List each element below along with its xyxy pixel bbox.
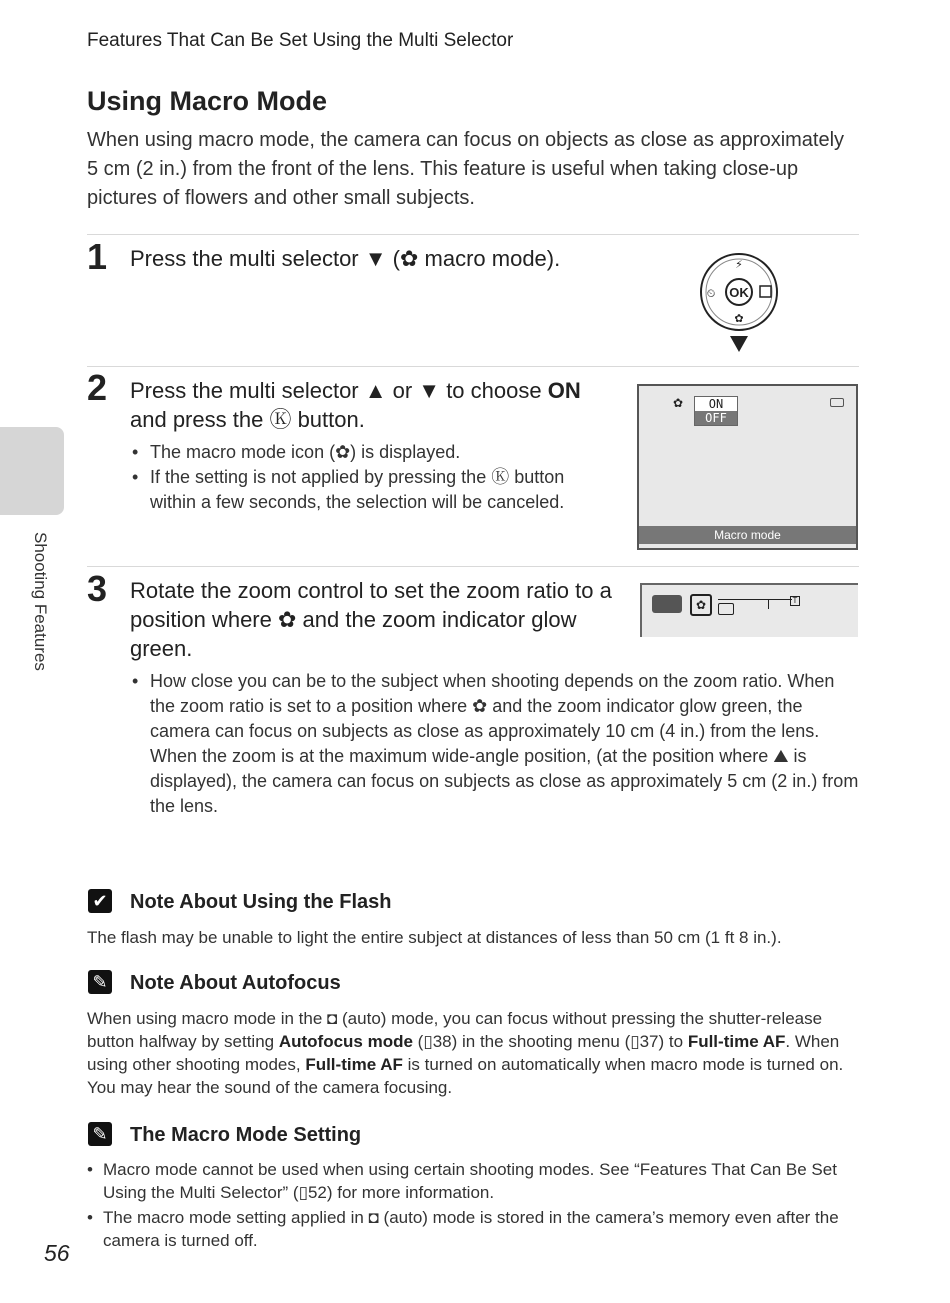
step-1-text: Press the multi selector ▼ (✿ macro mode). bbox=[130, 246, 561, 271]
multi-selector-diagram bbox=[696, 252, 782, 356]
book-icon: ▯ bbox=[423, 1032, 433, 1051]
flash-icon: ⚡ bbox=[735, 258, 743, 271]
ok-button-icon: Ⓚ bbox=[491, 467, 510, 487]
section-label: Shooting Features bbox=[31, 532, 50, 671]
zoom-marker bbox=[768, 599, 769, 609]
divider bbox=[87, 234, 859, 235]
running-header: Features That Can Be Set Using the Multi Selector bbox=[87, 30, 514, 51]
note-autofocus-title: Note About Autofocus bbox=[130, 972, 341, 994]
macro-icon: ✿ bbox=[399, 246, 419, 271]
step-3-number: 3 bbox=[87, 568, 108, 609]
camera-icon: ◘ bbox=[368, 1208, 379, 1227]
step-2-number: 2 bbox=[87, 367, 108, 408]
note-setting-list bbox=[87, 1158, 859, 1252]
mountain-icon: ⛰ bbox=[773, 746, 789, 766]
step-3-text: Rotate the zoom control to set the zoom ratio to a position where ✿ and the zoom indicator glow green. bbox=[130, 578, 612, 661]
pencil-icon: ✎ bbox=[88, 970, 112, 994]
list-item: • If the setting is not applied by pressing the Ⓚ button within a few seconds, the selection will be canceled. bbox=[130, 465, 600, 515]
section-tab bbox=[0, 427, 64, 515]
step-2-bullets bbox=[130, 440, 600, 515]
page-number: 56 bbox=[44, 1240, 70, 1266]
wide-angle-icon bbox=[718, 603, 734, 615]
off-option: OFF bbox=[695, 411, 737, 425]
list-item: • The macro mode icon (✿) is displayed. bbox=[130, 440, 600, 465]
zoom-indicator-screen bbox=[640, 583, 858, 637]
book-icon: ▯ bbox=[630, 1032, 640, 1051]
check-icon: ✔ bbox=[88, 889, 112, 913]
macro-icon: ✿ bbox=[472, 696, 488, 716]
step-3-bullets bbox=[130, 669, 860, 819]
page-title: Using Macro Mode bbox=[87, 86, 328, 116]
macro-off-icon: ✿ bbox=[673, 396, 684, 410]
note-flash-title: Note About Using the Flash bbox=[130, 891, 392, 913]
macro-icon: ✿ bbox=[277, 607, 297, 632]
divider bbox=[87, 366, 859, 367]
on-option: ON bbox=[695, 397, 737, 411]
ok-label: OK bbox=[729, 285, 749, 300]
zoom-track bbox=[718, 599, 792, 600]
camera-screen-macro bbox=[637, 384, 858, 550]
down-arrow-icon bbox=[730, 336, 748, 352]
macro-icon: ✿ bbox=[335, 442, 351, 462]
intro-paragraph: When using macro mode, the camera can focus on objects as close as approximately 5 cm (2 in.) from the front of the lens. This feature is useful when taking close-up pictures of flowers and other small subjects. bbox=[87, 129, 845, 209]
battery-icon bbox=[830, 398, 844, 407]
self-timer-icon: ⏲ bbox=[706, 287, 716, 300]
ok-button-icon: Ⓚ bbox=[269, 407, 292, 432]
list-item: • How close you can be to the subject when shooting depends on the zoom ratio. When the zoom ratio is set to a position where ✿ and the zoom indicator glow green, the camera can focus on subjects as close as approximately 10 cm (4 in.) from the lens. When the zoom is at the maximum wide-angle position, (at the position where ⛰ is displayed), the camera can focus on subjects as close as approximately 5 cm (2 in.) from the lens. bbox=[132, 671, 859, 816]
note-setting-title: The Macro Mode Setting bbox=[130, 1124, 362, 1146]
list-item: • Macro mode cannot be used when using certain shooting modes. See “Features That Can Be Set Using the Multi Selector” (▯52) for more information. bbox=[87, 1160, 837, 1202]
camera-icon: ◘ bbox=[327, 1009, 338, 1028]
step-2-text: Press the multi selector ▲ or ▼ to choose ON and press the Ⓚ button. bbox=[130, 378, 581, 432]
on-off-menu bbox=[694, 396, 738, 426]
screen-caption: Macro mode bbox=[639, 526, 856, 544]
macro-small-icon: ✿ bbox=[734, 312, 744, 325]
note-autofocus-body: When using macro mode in the ◘ (auto) mode, you can focus without pressing the shutter-release button halfway by setting Autofocus mode (▯38) in the shooting menu (▯37) to Full-time AF. When using other shooting modes, Full-time AF is turned on automatically when macro mode is turned on. You may hear the sound of the camera focusing. bbox=[87, 1009, 844, 1097]
macro-icon: ✿ bbox=[690, 594, 712, 616]
step-1-number: 1 bbox=[87, 236, 108, 277]
camera-icon bbox=[652, 595, 682, 613]
book-icon: ▯ bbox=[298, 1183, 308, 1202]
divider bbox=[87, 566, 859, 567]
note-flash-body: The flash may be unable to light the entire subject at distances of less than 50 cm (1 ft 8 in.). bbox=[87, 928, 782, 947]
tele-label: T bbox=[790, 596, 800, 606]
pencil-icon: ✎ bbox=[88, 1122, 112, 1146]
list-item: • The macro mode setting applied in ◘ (auto) mode is stored in the camera’s memory even after the camera is turned off. bbox=[87, 1208, 839, 1250]
